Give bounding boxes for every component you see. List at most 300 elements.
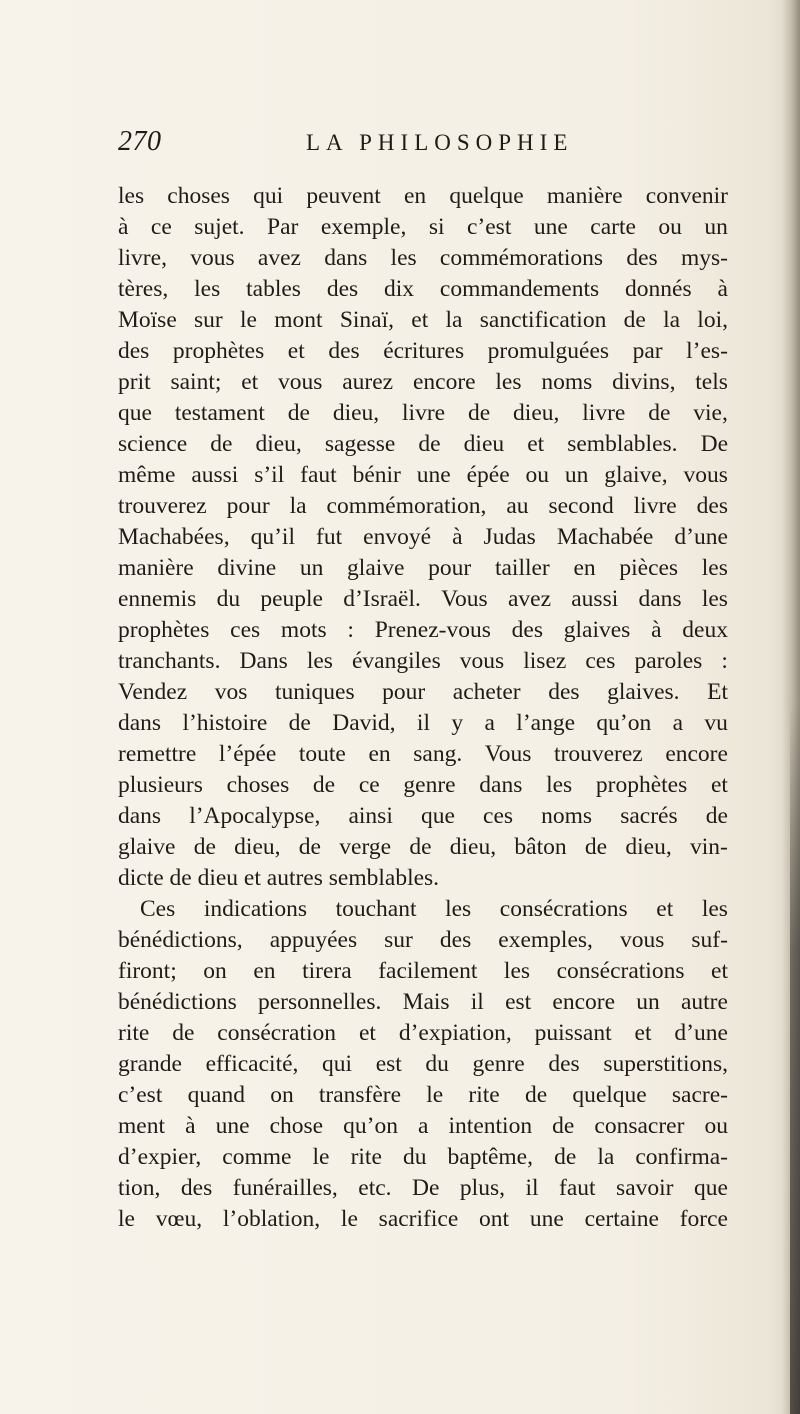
word: intention [448,1113,533,1139]
page-edge-dark [790,700,800,1414]
word: sacrés [620,803,678,829]
word: un [299,555,324,581]
word: encore [665,741,728,767]
word: ce [358,772,380,798]
word: des [626,245,658,271]
word: personnelles. [258,989,382,1015]
word: testament [174,400,265,426]
word: qu’on [343,1113,398,1139]
word: dieu, [234,834,281,860]
word: de [467,400,491,426]
text-line [118,800,728,832]
word: le [426,1082,444,1108]
word: paroles [634,648,703,674]
word: d’expiation, [398,1020,512,1046]
word: acheter [452,679,521,705]
word: c’est [466,214,512,240]
word: sur [384,927,413,953]
word: de [554,1144,577,1170]
word: dieu [463,431,505,457]
text-line [118,769,728,801]
word: encore [552,989,616,1015]
word: sang. [413,741,463,767]
word: mots [280,617,327,643]
word: donnés [625,276,692,302]
word: et [358,1020,376,1046]
word: fut [316,524,343,550]
word: de [552,1113,575,1139]
word: dans [324,245,368,271]
word: bénédictions [118,989,237,1015]
word: tranchants. [118,648,221,674]
word: en [403,183,427,209]
word: trouverez [553,741,643,767]
text-line [118,552,728,584]
word: écritures [383,338,465,364]
word: glaive [347,555,405,581]
word: promulguées [487,338,610,364]
word: Vous [441,586,488,612]
word: des [326,276,359,302]
word: les [390,245,417,271]
word: du [425,1051,449,1077]
word: prophètes [118,617,210,643]
word: dans [118,803,162,829]
text-line [118,1079,728,1111]
word: De [412,1175,440,1201]
word: de [705,803,728,829]
word: livre, [118,245,167,271]
word: baptême, [447,1144,533,1170]
word: sujet. [194,214,245,240]
word: les [701,896,728,922]
word: Machabée [556,524,654,550]
word: aussi [191,462,239,488]
word: consécrations [499,896,628,922]
word: des [548,1051,580,1077]
word: les [503,958,531,984]
word: Sinaï, [339,307,395,333]
word: tuniques [274,679,355,705]
word: un [704,214,728,240]
word: savoir [616,1175,674,1201]
text-line [118,273,728,305]
word: dieu, [513,400,560,426]
word: peuvent [306,183,381,209]
word: lisez [523,648,567,674]
text-line [118,521,728,553]
word: de [524,1082,548,1108]
word: d’expier, [118,1144,202,1170]
word: funérailles, [232,1175,338,1201]
text-line [118,1141,728,1173]
word: superstitions, [603,1051,728,1077]
word: Prenez-vous [374,617,491,643]
word: même [118,462,176,488]
word: des [118,338,150,364]
word: pour [226,493,270,519]
word: force [679,1206,728,1232]
body-text [118,180,728,1232]
word: Machabées, [118,524,230,550]
word: dieu, [255,431,302,457]
word: puissant [534,1020,612,1046]
word: de [210,431,233,457]
word: des [439,927,472,953]
word: pour [382,679,426,705]
word: d’une [674,1020,728,1046]
word: ce [150,214,172,240]
word: exemple, [320,214,407,240]
word: qu’il [250,524,295,550]
word: qu’on [596,710,652,736]
word: ont [479,1206,510,1232]
word: prophètes [172,338,265,364]
text-line [118,1017,728,1049]
word: l’es- [686,338,728,364]
word: vous [278,369,323,395]
word: l’histoire [182,710,268,736]
word: quelque [449,183,524,209]
word: de [288,710,311,736]
word: Judas [483,524,536,550]
word: Et [707,679,728,705]
word: genre [403,772,456,798]
word: vie, [693,400,728,426]
text-line [118,1110,728,1142]
word: comme [222,1144,292,1170]
text-line [118,955,728,987]
word: dix [384,276,415,302]
word: rite [118,1020,150,1046]
word: ment [118,1113,165,1139]
text-line [118,924,728,956]
word: dieu, [332,400,380,426]
word: c’est [118,1082,163,1108]
word: de [623,307,646,333]
word: dans [118,710,162,736]
word: verge [339,834,392,860]
word: d’Israël. [343,586,421,612]
word: firont; [118,958,177,984]
word: de [584,834,608,860]
word: divins, [612,369,676,395]
word: des [696,493,728,519]
word: est [375,1051,402,1077]
word: épée [466,462,510,488]
text-line [118,180,728,212]
word: exemples, [498,927,593,953]
word: livre [402,400,446,426]
word: il [416,710,430,736]
word: vous [190,245,235,271]
word: suf- [691,927,728,953]
word: second [548,493,614,519]
word: les [495,369,522,395]
word: livre [582,400,626,426]
word: sacrifice [378,1206,459,1232]
word: grande [118,1051,182,1077]
word: prophètes [595,772,688,798]
text-line [118,1048,728,1080]
word: vous [619,927,665,953]
word: en [368,741,391,767]
word: à [717,276,728,302]
word: mont [274,307,323,333]
word: on [203,958,227,984]
word: bénir [352,462,401,488]
text-line [118,614,728,646]
word: avez [257,245,301,271]
word: dieu, [449,834,497,860]
word: le [118,1206,135,1232]
text-line [118,1172,728,1204]
text-line [118,304,728,336]
word: tables [246,276,301,302]
word: que [693,1175,728,1201]
word: bénédictions, [118,927,243,953]
word: une [529,1206,564,1232]
text-line [118,893,728,925]
word: ces [230,617,261,643]
text-line [118,459,728,491]
word: à [185,1113,196,1139]
word: des [328,338,360,364]
word: à [452,524,463,550]
word: Vous [484,741,532,767]
page-number: 270 [118,126,162,157]
word: pour [428,555,472,581]
word: Dans [239,648,288,674]
word: indications [203,896,307,922]
word: les [546,772,573,798]
text-line [118,583,728,615]
word: il [525,1175,539,1201]
word: loi, [697,307,728,333]
word: en [573,555,596,581]
word: les [194,276,221,302]
word: vous [683,462,728,488]
word: de [172,1020,195,1046]
word: tion, [118,1175,161,1201]
word: facilement [378,958,478,984]
word: les [701,586,728,612]
word: Moïse [118,307,177,333]
word: encore [412,369,476,395]
word: genre [472,1051,525,1077]
word: les [701,555,728,581]
word: quelque [572,1082,647,1108]
word: choses [167,183,230,209]
text-line [118,366,728,398]
word: transfère [318,1082,402,1108]
word: l’Apocalypse, [189,803,321,829]
word: plus, [459,1175,505,1201]
word: semblables. [567,431,678,457]
text-line [118,242,728,274]
word: David, [332,710,396,736]
word: de [648,400,671,426]
word: si [428,214,445,240]
word: faut [300,462,337,488]
word: la [445,307,463,333]
word: bâton [514,834,567,860]
word: sagesse [324,431,396,457]
word: noms [541,803,593,829]
text-line: dicte de dieu et autres semblables. [118,865,440,891]
word: Mais [402,989,450,1015]
word: et [634,1020,652,1046]
word: : [347,617,354,643]
word: etc. [358,1175,392,1201]
word: carte [590,214,636,240]
word: touchant [335,896,417,922]
word: les [118,183,145,209]
word: vu [704,710,728,736]
running-head-title: LA PHILOSOPHIE [306,130,574,155]
word: on [270,1082,294,1108]
word: rite [468,1082,500,1108]
word: manière [118,555,194,581]
word: la [597,1144,615,1170]
word: efficacité, [205,1051,299,1077]
word: et [527,431,545,457]
word: l’oblation, [222,1206,321,1232]
word: glaives. [607,679,680,705]
word: du [402,1144,427,1170]
word: tels [695,369,728,395]
word: mys- [680,245,728,271]
word: trouverez [118,493,207,519]
word: a [672,710,684,736]
word: les [306,648,333,674]
word: par [632,338,663,364]
word: noms [541,369,593,395]
word: De [700,431,728,457]
word: qui [322,1051,353,1077]
word: deux [682,617,728,643]
word: rite [350,1144,382,1170]
text-line [118,397,728,429]
word: commémoration, [326,493,487,519]
text-line [118,831,728,863]
word: que [420,803,455,829]
word: choses [226,772,290,798]
word: convenir [645,183,728,209]
word: la [289,493,307,519]
word: ou [658,214,682,240]
text-line [118,335,728,367]
word: ces [585,648,616,674]
text-line [118,428,728,460]
word: autre [680,989,728,1015]
word: sacre- [671,1082,728,1108]
word: un [636,989,660,1015]
word: et [241,369,259,395]
word: vos [214,679,248,705]
word: et [656,896,674,922]
word: y [451,710,464,736]
word: Par [267,214,299,240]
word: tères, [118,276,169,302]
word: tailler [494,555,550,581]
word: commémorations [439,245,604,271]
word: en [253,958,276,984]
word: la [663,307,681,333]
text-line [118,986,728,1018]
word: tirera [302,958,352,984]
word: s’il [254,462,285,488]
text-line [118,490,728,522]
word: vœu, [155,1206,203,1232]
text-line [118,1203,728,1235]
word: saint; [170,369,222,395]
word: quand [187,1082,245,1108]
word: des [180,1175,213,1201]
word: le [340,1206,358,1232]
word: à [651,617,662,643]
running-head [118,126,698,176]
word: prit [118,369,151,395]
word: a [484,710,495,736]
word: évangiles [352,648,441,674]
word: manière [546,183,623,209]
word: de [193,834,216,860]
word: toute [298,741,346,767]
word: a [418,1113,429,1139]
text-line [118,645,728,677]
word: le [312,1144,330,1170]
word: d’une [674,524,728,550]
word: faut [559,1175,596,1201]
word: une [416,462,451,488]
word: aussi [571,586,619,612]
word: de [312,772,336,798]
word: livre [633,493,677,519]
word: consécrations [556,958,685,984]
word: ces [483,803,514,829]
word: de [409,834,432,860]
word: l’épée [218,741,277,767]
word: confirma- [635,1144,728,1170]
word: qui [253,183,284,209]
word: et [287,338,305,364]
word: consécration [217,1020,337,1046]
word: un [564,462,589,488]
word: commandements [439,276,600,302]
text-line [118,211,728,243]
word: de [418,431,441,457]
word: les [445,896,472,922]
word: l’ange [516,710,576,736]
word: ou [704,1113,728,1139]
text-line [118,738,728,770]
text-line [118,707,728,739]
word: ou [525,462,550,488]
word: à [118,214,129,240]
word: consacrer [594,1113,685,1139]
word: glaive [118,834,176,860]
word: glaive, [604,462,668,488]
word: peuple [260,586,323,612]
word: dans [479,772,523,798]
word: vous [459,648,505,674]
word: pièces [619,555,679,581]
word: certaine [584,1206,659,1232]
word: au [506,493,529,519]
word: vin- [690,834,728,860]
word: de [298,834,321,860]
